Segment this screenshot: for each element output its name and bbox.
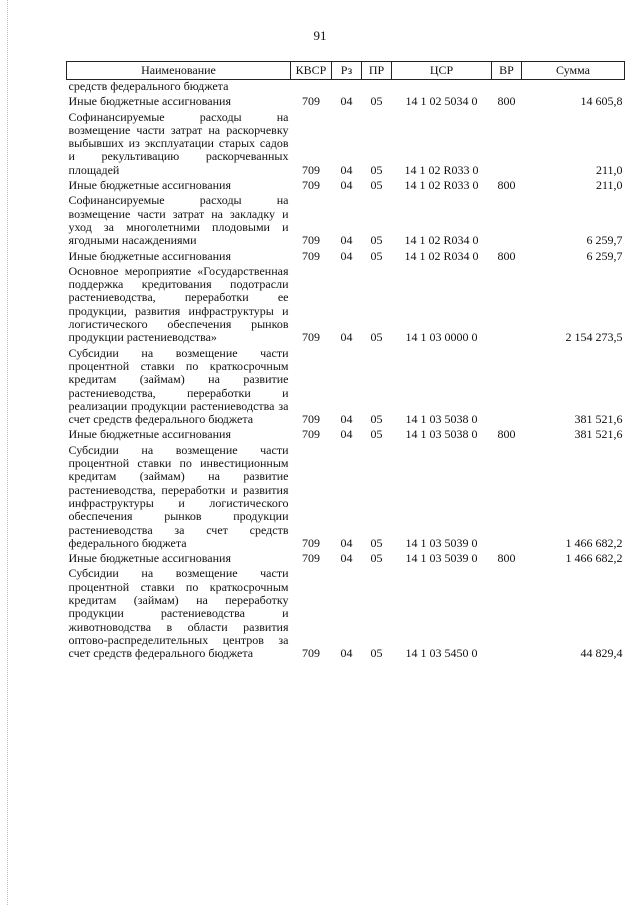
row-pr: 05 [370, 162, 383, 177]
table-header-row [67, 62, 625, 80]
row-csr: 14 1 03 5039 0 [405, 535, 478, 550]
header-vr: ВР [492, 62, 522, 80]
header-csr: ЦСР [392, 62, 492, 80]
row-kvsr: 709 [302, 535, 320, 550]
row-name: Софинансируемые расходы на возмещение части затрат на закладку и уход за многолетними плодовыми и ягодными насаждениями [68, 193, 289, 248]
row-vr [492, 111, 522, 179]
header-kvsr: КВСР [291, 62, 332, 80]
row-rz: 04 [340, 248, 353, 263]
row-sum: 211,0 [595, 162, 623, 177]
table-row [67, 567, 625, 662]
row-name: Софинансируемые расходы на возмещение части затрат на раскорчевку выбывших из эксплуатации старых садов и рекультивацию раскорчеванных площадей [68, 109, 289, 177]
row-csr: 14 1 03 5038 0 [405, 427, 478, 442]
row-pr: 05 [370, 427, 383, 442]
row-kvsr: 709 [302, 94, 320, 109]
row-name: Субсидии на возмещение части процентной ставки по инвестиционным кредитам (займам) на развитие растениеводства, переработки и развития инфраструктуры и логистического обеспечения рынков продукции растениеводства за счет средств федерального бюджета [68, 442, 289, 550]
row-csr: 14 1 03 5038 0 [405, 412, 478, 427]
row-name: Субсидии на возмещение части процентной ставки по краткосрочным кредитам (займам) на развитие растениеводства, переработки и реализации продукции растениеводства за счет средств федерального бюджета [68, 345, 289, 427]
row-csr: 14 1 02 R033 0 [404, 162, 479, 177]
row-vr [492, 265, 522, 347]
header-rz: Рз [332, 62, 362, 80]
row-sum [522, 80, 625, 96]
row-csr: 14 1 03 5450 0 [405, 646, 478, 661]
row-rz: 04 [340, 162, 353, 177]
table-row [67, 179, 625, 194]
row-sum: 1 466 682,2 [565, 535, 623, 550]
row-csr: 14 1 02 R034 0 [404, 248, 479, 263]
row-rz: 04 [340, 94, 353, 109]
page-number: 91 [313, 28, 327, 43]
row-kvsr: 709 [302, 162, 320, 177]
row-kvsr: 709 [302, 233, 320, 248]
row-name: Субсидии на возмещение части процентной ставки по краткосрочным кредитам (займам) на переработку продукции растениеводства и животноводства в области развития оптово-распределительных центров за счет средств федерального бюджета [68, 566, 289, 661]
row-rz: 04 [340, 233, 353, 248]
row-csr [392, 80, 492, 96]
row-sum: 44 829,4 [580, 646, 623, 661]
row-vr: 800 [497, 178, 516, 193]
row-csr: 14 1 02 R033 0 [404, 178, 479, 193]
row-rz: 04 [340, 427, 353, 442]
row-rz [332, 80, 362, 96]
row-kvsr: 709 [302, 330, 320, 345]
row-kvsr: 709 [302, 412, 320, 427]
row-pr: 05 [370, 646, 383, 661]
row-csr: 14 1 02 5034 0 [405, 94, 478, 109]
row-csr: 14 1 03 0000 0 [405, 330, 478, 345]
table-row [67, 347, 625, 429]
row-sum: 1 466 682,2 [565, 551, 623, 566]
row-name: Иные бюджетные ассигнования [68, 178, 231, 193]
row-name: средств федерального бюджета [68, 79, 229, 93]
table-row [67, 265, 625, 347]
row-sum: 6 259,7 [586, 233, 623, 248]
row-vr: 800 [497, 94, 516, 109]
row-sum: 6 259,7 [586, 248, 623, 263]
row-pr [362, 80, 392, 96]
row-kvsr: 709 [302, 178, 320, 193]
row-pr: 05 [370, 330, 383, 345]
row-sum: 2 154 273,5 [565, 330, 623, 345]
row-kvsr: 709 [302, 248, 320, 263]
row-name: Иные бюджетные ассигнования [68, 427, 231, 442]
budget-table [66, 61, 625, 662]
row-pr: 05 [370, 412, 383, 427]
scan-edge-line [7, 0, 9, 905]
row-vr: 800 [497, 427, 516, 442]
row-pr: 05 [370, 551, 383, 566]
row-kvsr: 709 [302, 551, 320, 566]
row-pr: 05 [370, 233, 383, 248]
row-csr: 14 1 03 5039 0 [405, 551, 478, 566]
row-rz: 04 [340, 412, 353, 427]
row-vr [492, 567, 522, 662]
table-row [67, 250, 625, 265]
header-name: Наименование [67, 62, 291, 80]
row-vr [492, 444, 522, 552]
row-rz: 04 [340, 551, 353, 566]
row-vr: 800 [497, 551, 516, 566]
row-pr: 05 [370, 94, 383, 109]
row-sum: 381 521,6 [574, 412, 623, 427]
table-row [67, 194, 625, 249]
row-rz: 04 [340, 535, 353, 550]
row-csr: 14 1 02 R034 0 [404, 233, 479, 248]
row-kvsr: 709 [302, 427, 320, 442]
row-pr: 05 [370, 535, 383, 550]
table-row [67, 111, 625, 179]
row-rz: 04 [340, 178, 353, 193]
table-row [67, 428, 625, 443]
row-vr [492, 80, 522, 96]
row-vr: 800 [497, 248, 516, 263]
row-name: Иные бюджетные ассигнования [68, 551, 231, 566]
table-row [67, 552, 625, 567]
row-vr [492, 194, 522, 249]
header-sum: Сумма [522, 62, 625, 80]
row-kvsr: 709 [302, 646, 320, 661]
table-row [67, 95, 625, 110]
row-rz: 04 [340, 646, 353, 661]
row-rz: 04 [340, 330, 353, 345]
table-row [67, 444, 625, 552]
row-sum: 211,0 [595, 178, 623, 193]
row-pr: 05 [370, 178, 383, 193]
row-sum: 381 521,6 [574, 427, 623, 442]
row-name: Иные бюджетные ассигнования [68, 94, 231, 109]
row-name: Основное мероприятие «Государственная поддержка кредитования подотрасли растениеводства, переработки ее продукции, развития инфраструктуры и логистического обеспечения рынков продукции растениеводства» [68, 263, 289, 345]
row-sum: 14 605,8 [580, 94, 623, 109]
row-name: Иные бюджетные ассигнования [68, 248, 231, 263]
row-pr: 05 [370, 248, 383, 263]
row-vr [492, 347, 522, 429]
table-row [67, 80, 625, 96]
table-body [67, 80, 625, 663]
header-pr: ПР [362, 62, 392, 80]
row-kvsr [291, 80, 332, 96]
